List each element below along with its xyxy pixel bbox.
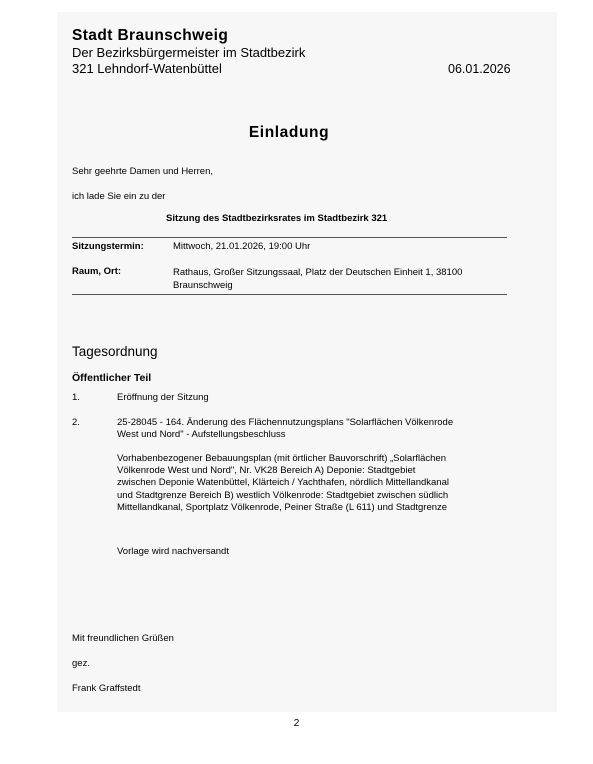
meeting-date-value: Mittwoch, 21.01.2026, 19:00 Uhr	[173, 241, 311, 252]
city-name: Stadt Braunschweig	[72, 27, 229, 44]
document-title: Einladung	[248, 124, 330, 141]
closing-greeting: Mit freundlichen Grüßen	[72, 633, 174, 644]
signer-name: Frank Graffstedt	[72, 683, 141, 694]
salutation: Sehr geehrte Damen und Herren,	[72, 166, 213, 177]
meeting-place-label: Raum, Ort:	[72, 266, 122, 277]
meeting-place-value: Rathaus, Großer Sitzungssaal, Platz der Deutschen Einheit 1, 38100 Braunschweig	[173, 267, 463, 291]
paper-background	[57, 12, 557, 712]
agenda-item-number: 2.	[72, 417, 80, 428]
agenda-item-number: 1.	[72, 392, 80, 403]
agenda-heading: Tagesordnung	[72, 344, 158, 359]
document-date: 06.01.2026	[448, 62, 511, 76]
agenda-item-text: 25-28045 - 164. Änderung des Flächennutzungsplans "Solarflächen Völkenrode West und Nord" - Aufstellungsbeschluss	[117, 417, 454, 441]
divider-bottom	[72, 294, 507, 295]
agenda-item-detail: Vorhabenbezogener Bebauungsplan (mit örtlicher Bauvorschrift) „Solarflächen Völkenrode West und Nord", Nr. VK28 Bereich A) Deponie: Stadtgebiet zwischen Deponie Watenbüttel, Klärteich / Yachthafen, nördlich Mittellandkanal und Stadtgrenze Bereich B) westlich Völkenrode: Stadtgebiet zwischen südlich Mittellandkanal, Sportplatz Völkenrode, Peiner Straße (L 611) und Stadtgrenze	[117, 453, 449, 513]
signature-gez: gez.	[72, 658, 90, 669]
invite-line: ich lade Sie ein zu der	[72, 191, 166, 202]
agenda-item-note: Vorlage wird nachversandt	[117, 546, 229, 557]
divider-top	[72, 237, 507, 238]
agenda-item-text: Eröffnung der Sitzung	[117, 392, 209, 403]
agenda-section-public: Öffentlicher Teil	[72, 372, 152, 384]
office-line: Der Bezirksbürgermeister im Stadtbezirk	[72, 45, 306, 60]
meeting-date-label: Sitzungstermin:	[72, 241, 144, 252]
meeting-title: Sitzung des Stadtbezirksrates im Stadtbezirk 321	[166, 213, 388, 224]
page-number: 2	[293, 718, 300, 729]
district-line: 321 Lehndorf-Watenbüttel	[72, 61, 222, 76]
